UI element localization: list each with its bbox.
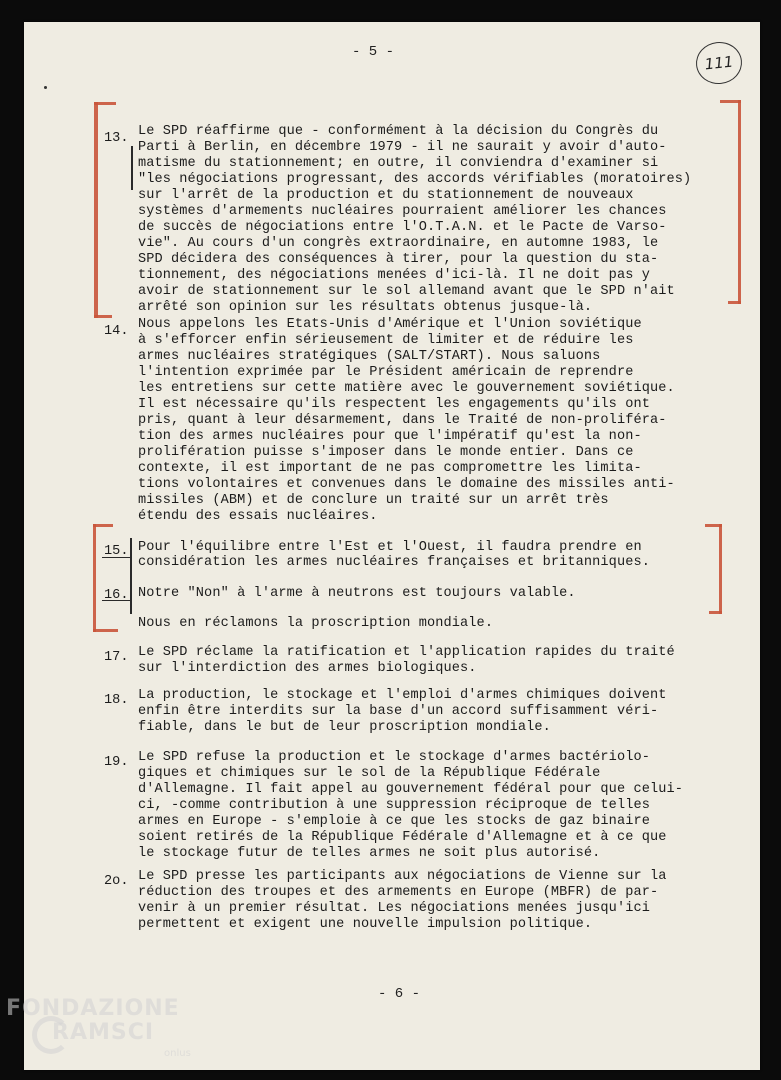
paragraph-line: ci, -comme contribution à une suppression réciproque de telles [138,798,650,813]
pen-margin-line-15 [130,538,132,614]
paragraph-line: contexte, il est important de ne pas compromettre les limita- [138,461,642,476]
paragraph-line: tionnement, des négociations menées d'ici-là. Il ne doit pas y [138,268,650,283]
paragraph-line: sur l'interdiction des armes biologiques. [138,661,477,676]
watermark-suffix: onlus [164,1048,191,1059]
paragraph-line: venir à un premier résultat. Les négociations menées jusqu'ici [138,901,650,916]
paragraph-line: de succès de négociations entre l'O.T.A.N. et le Pacte de Varso- [138,220,667,235]
paragraph-line: sur l'arrêt de la production et du stationnement de nouveaux [138,188,634,203]
watermark-line-1: FONDAZIONE [6,996,180,1021]
paragraph-line: réduction des troupes et des armements en Europe (MBFR) de par- [138,885,659,900]
page-number-bottom: - 6 - [378,986,421,1002]
paragraph-line: missiles (ABM) et de conclure un traité sur un arrêt très [138,493,609,508]
paragraph-line: Pour l'équilibre entre l'Est et l'Ouest, il faudra prendre en [138,540,642,555]
paragraph-line: soient retirés de la République Fédérale d'Allemagne et à ce que [138,830,667,845]
paragraph-line: à s'efforcer enfin sérieusement de limiter et de réduire les [138,333,634,348]
paragraph-line: fiable, dans le but de leur proscription mondiale. [138,720,551,735]
paragraph-line: Le SPD presse les participants aux négociations de Vienne sur la [138,869,667,884]
paragraph-line: avoir de stationnement sur le sol allemand avant que le SPD n'ait [138,284,675,299]
paragraph-line: pris, quant à leur désarmement, dans le Traité de non-proliféra- [138,413,667,428]
page-number-top: - 5 - [352,44,395,60]
paragraph-line: Il est nécessaire qu'ils respectent les engagements qu'ils ont [138,397,650,412]
paragraph-line: armes nucléaires stratégiques (SALT/START). Nous saluons [138,349,601,364]
paragraph-line: l'intention exprimée par le Président américain de reprendre [138,365,634,380]
paragraph-line: permettent et exigent une nouvelle impulsion politique. [138,917,593,932]
paragraph-line: tions volontaires et convenues dans le domaine des missiles anti- [138,477,675,492]
paragraph-line: giques et chimiques sur le sol de la République Fédérale [138,766,601,781]
paragraph-line: Le SPD réclame la ratification et l'application rapides du traité [138,645,675,660]
paragraph-line: Le SPD refuse la production et le stockage d'armes bactériolo- [138,750,650,765]
paragraph-line: "les négociations progressant, des accords vérifiables (moratoires) [138,172,692,187]
paragraph-line: prolifération puisse s'imposer dans le monde entier. Dans ce [138,445,634,460]
paragraph-line: armes en Europe - s'emploie à ce que les stocks de gaz binaire [138,814,650,829]
archive-stamp: 111 [694,40,744,87]
paragraph-14-number: 14. [104,324,129,339]
paragraph-19-number: 19. [104,755,129,770]
paragraph-line: tion des armes nucléaires pour que l'impératif qu'est la non- [138,429,642,444]
archive-watermark [6,996,191,1059]
paragraph-20-number: 2o. [104,874,129,889]
pen-margin-line-13 [131,146,133,190]
paragraph-16-number: 16. [104,588,129,603]
paragraph-line: le stockage futur de telles armes ne soit plus autorisé. [138,846,601,861]
paragraph-line: systèmes d'armements nucléaires pourraient améliorer les chances [138,204,667,219]
paragraph-line: considération les armes nucléaires françaises et britanniques. [138,555,650,570]
paragraph-line: La production, le stockage et l'emploi d'armes chimiques doivent [138,688,667,703]
paragraph-line: d'Allemagne. Il fait appel au gouvernement fédéral pour que celui- [138,782,683,797]
paragraph-13-number: 13. [104,131,129,146]
watermark-line-2: RAMSCI [52,1020,155,1045]
paragraph-line: vie". Au cours d'un congrès extraordinaire, en automne 1983, le [138,236,659,251]
paragraph-line: les entretiens sur cette matière avec le gouvernement soviétique. [138,381,675,396]
paragraph-line: Nous appelons les Etats-Unis d'Amérique et l'Union soviétique [138,317,642,332]
margin-dot [44,86,47,89]
paragraph-line: arrêté son opinion sur les résultats obtenus jusque-là. [138,300,593,315]
paragraph-15-number: 15. [104,544,129,559]
paragraph-line: Le SPD réaffirme que - conformément à la décision du Congrès du [138,124,659,139]
paragraph-line: Parti à Berlin, en décembre 1979 - il ne saurait y avoir d'auto- [138,140,667,155]
paragraph-16-continuation: Nous en réclamons la proscription mondiale. [138,616,494,631]
paragraph-16-line: Notre "Non" à l'arme à neutrons est toujours valable. [138,586,576,601]
paragraph-line: enfin être interdits sur la base d'un accord suffisamment véri- [138,704,659,719]
paragraph-17-number: 17. [104,650,129,665]
paragraph-18-number: 18. [104,693,129,708]
paragraph-line: SPD décidera des conséquences à tirer, pour la question du sta- [138,252,659,267]
paragraph-line: étendu des essais nucléaires. [138,509,378,524]
paragraph-line: matisme du stationnement; en outre, il conviendra d'examiner si [138,156,659,171]
